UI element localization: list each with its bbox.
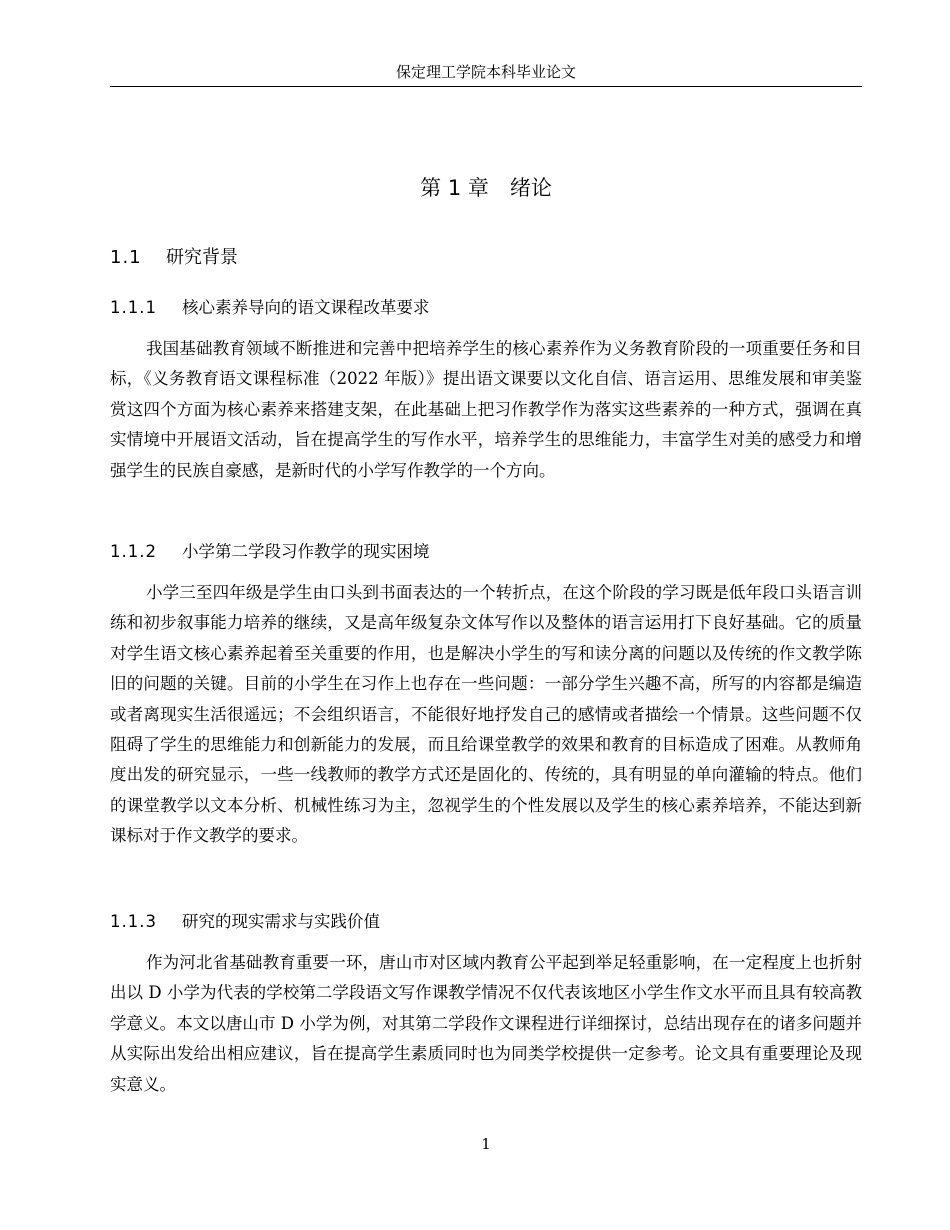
- page-number: 1: [481, 1135, 491, 1153]
- subsection-title: 研究的现实需求与实践价值: [182, 912, 380, 931]
- subsection-title: 小学第二学段习作教学的现实困境: [182, 542, 430, 561]
- subsection-number: 1.1.3: [110, 912, 157, 931]
- chapter-title: 第 1 章 绪论: [420, 176, 552, 200]
- subsection-number: 1.1.1: [110, 298, 157, 317]
- section-title: 研究背景: [166, 247, 238, 268]
- body-paragraph: 作为河北省基础教育重要一环，唐山市对区域内教育公平起到举足轻重影响，在一定程度上也折射出以 D 小学为代表的学校第二学段语文写作课教学情况不仅代表该地区小学生作文水平而且具有较高教学意义。本文以唐山市 D 小学为例，对其第二学段作文课程进行详细探讨，总结出现存在的诸多问题并从实际出发给出相应建议，旨在提高学生素质同时也为同类学校提供一定参考。论文具有重要理论及现实意义。: [110, 953, 862, 1094]
- subsection-heading: [110, 539, 862, 565]
- header-divider: [110, 86, 862, 87]
- subsection-heading: [110, 909, 862, 935]
- subsection-heading: [110, 295, 862, 321]
- section-number: 1.1: [110, 247, 142, 268]
- subsection-number: 1.1.2: [110, 542, 157, 561]
- subsection-title: 核心素养导向的语文课程改革要求: [182, 298, 430, 317]
- running-header: 保定理工学院本科毕业论文: [395, 63, 576, 81]
- body-paragraph: 我国基础教育领域不断推进和完善中把培养学生的核心素养作为义务教育阶段的一项重要任务和目标，《义务教育语文课程标准（2022 年版）》提出语文课要以文化自信、语言运用、思维发展和审美鉴赏这四个方面为核心素养来搭建支架，在此基础上把习作教学作为落实这些素养的一种方式，强调在真实情境中开展语文活动，旨在提高学生的写作水平，培养学生的思维能力，丰富学生对美的感受力和增强学生的民族自豪感，是新时代的小学写作教学的一个方向。: [110, 339, 862, 480]
- body-paragraph: 小学三至四年级是学生由口头到书面表达的一个转折点，在这个阶段的学习既是低年段口头语言训练和初步叙事能力培养的继续，又是高年级复杂文体写作以及整体的语言运用打下良好基础。它的质量对学生语文核心素养起着至关重要的作用，也是解决小学生的写和读分离的问题以及传统的作文教学陈旧的问题的关键。目前的小学生在习作上也存在一些问题：一部分学生兴趣不高，所写的内容都是编造或者离现实生活很遥远；不会组织语言，不能很好地抒发自己的感情或者描绘一个情景。这些问题不仅阻碍了学生的思维能力和创新能力的发展，而且给课堂教学的效果和教育的目标造成了困难。从教师角度出发的研究显示，一些一线教师的教学方式还是固化的、传统的，具有明显的单向灌输的特点。他们的课堂教学以文本分析、机械性练习为主，忽视学生的个性发展以及学生的核心素养培养，不能达到新课标对于作文教学的要求。: [110, 583, 862, 846]
- section-heading: [110, 244, 862, 272]
